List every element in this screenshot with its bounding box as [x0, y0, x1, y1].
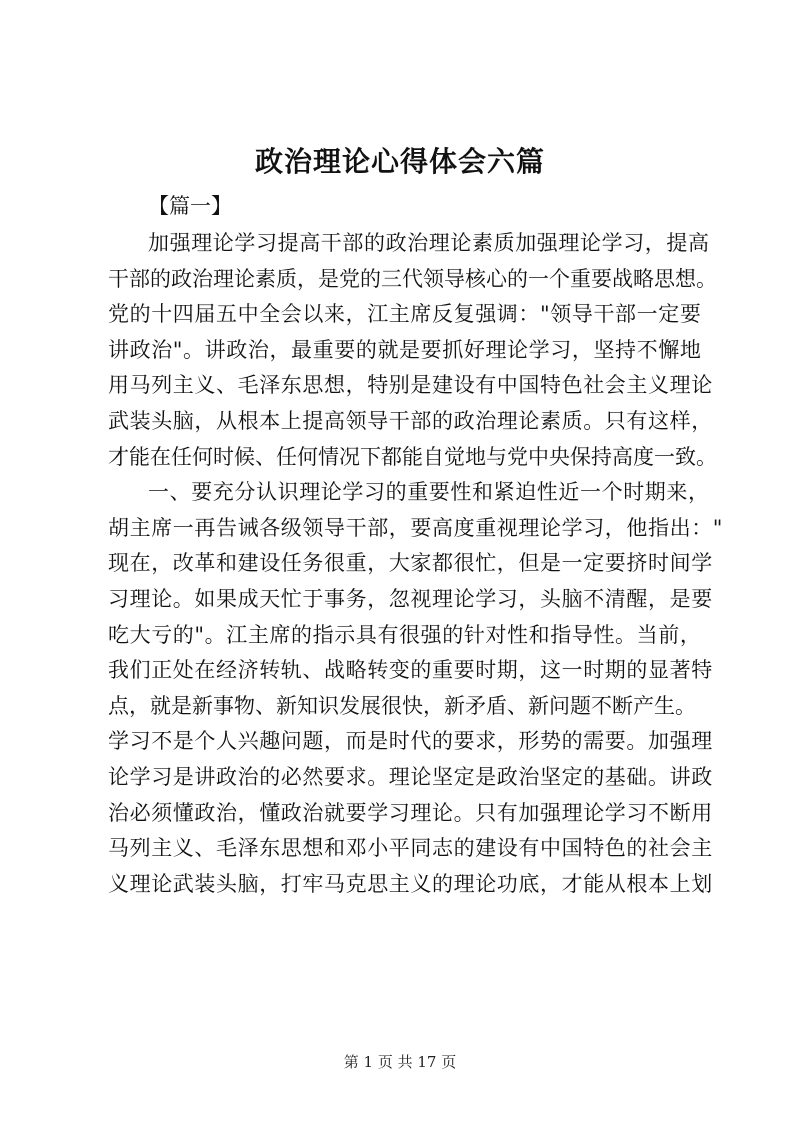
text-line: 马列主义、毛泽东思想和邓小平同志的建设有中国特色的社会主: [108, 836, 713, 861]
text-line: 我们正处在经济转轨、战略转变的重要时期，这一时期的显著特: [108, 658, 713, 683]
text-line: 论学习是讲政治的必然要求。理论坚定是政治坚定的基础。讲政: [108, 764, 713, 789]
text-line: 胡主席一再告诫各级领导干部，要高度重视理论学习，他指出：": [108, 515, 724, 540]
text-line: 习理论。如果成天忙于事务，忽视理论学习，头脑不清醒，是要: [108, 586, 713, 611]
text-line: 现在，改革和建设任务很重，大家都很忙，但是一定要挤时间学: [108, 551, 713, 576]
text-line: 吃大亏的"。江主席的指示具有很强的针对性和指导性。当前，: [108, 622, 702, 647]
text-line: 武装头脑，从根本上提高领导干部的政治理论素质。只有这样，: [108, 408, 713, 433]
text-line: 才能在任何时候、任何情况下都能自觉地与党中央保持高度一致。: [108, 444, 717, 469]
text-line: 讲政治"。讲政治，最重要的就是要抓好理论学习，坚持不懈地: [108, 337, 702, 362]
document-title: 政治理论心得体会六篇: [254, 145, 545, 178]
text-line: 学习不是个人兴趣问题，而是时代的要求，形势的需要。加强理: [108, 729, 713, 754]
text-line: 一、要充分认识理论学习的重要性和紧迫性近一个时期来，: [148, 480, 710, 505]
text-line: 义理论武装头脑，打牢马克思主义的理论功底，才能从根本上划: [108, 871, 713, 896]
text-line: 党的十四届五中全会以来，江主席反复强调："领导干部一定要: [108, 302, 702, 327]
text-line: 治必须懂政治，懂政治就要学习理论。只有加强理论学习不断用: [108, 800, 713, 825]
text-line: 用马列主义、毛泽东思想，特别是建设有中国特色社会主义理论: [108, 373, 713, 398]
section-label: 【篇一】: [148, 194, 232, 218]
page-footer: 第 1 页 共 17 页: [343, 1053, 457, 1071]
text-line: 加强理论学习提高干部的政治理论素质加强理论学习，提高: [148, 231, 710, 255]
text-line: 干部的政治理论素质，是党的三代领导核心的一个重要战略思想。: [108, 266, 717, 291]
text-line: 点，就是新事物、新知识发展很快，新矛盾、新问题不断产生。: [108, 693, 696, 718]
body-text: [108, 226, 723, 902]
